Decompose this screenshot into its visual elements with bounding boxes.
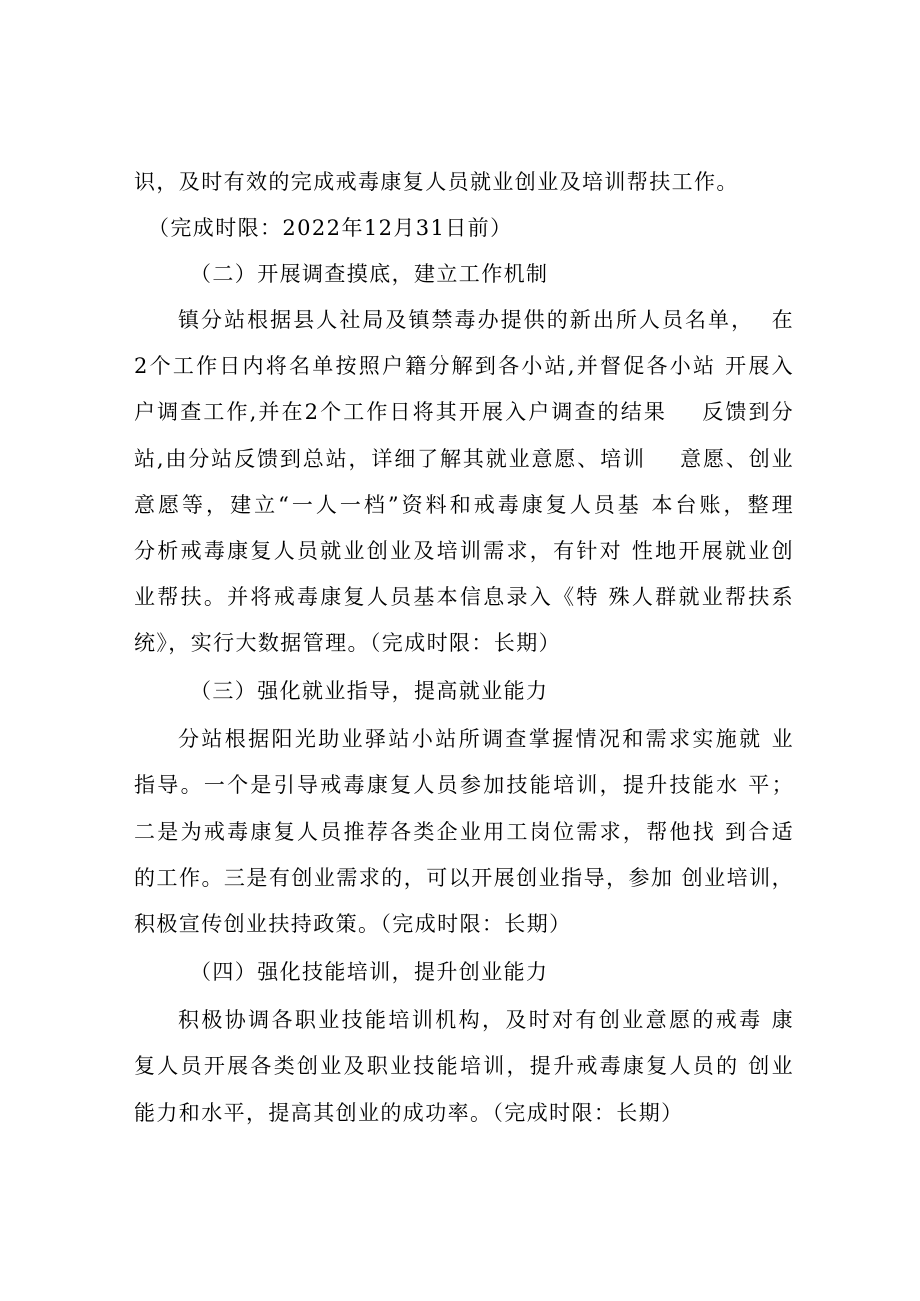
body-line-13: 的工作。三是有创业需求的，可以开展创业指导，参加 创业培训， (134, 866, 794, 890)
section-heading-2: （二）开展调查摸底，建立工作机制 (190, 262, 549, 286)
section-heading-3: （三）强化就业指导，提高就业能力 (190, 679, 549, 703)
body-line-2: 镇分站根据县人社局及镇禁毒办提供的新出所人员名单， 在 (178, 308, 794, 332)
body-line-6: 意愿等，建立“一人一档”资料和戒毒康复人员基 本台账，整理 (134, 493, 794, 517)
body-line-14: 积极宣传创业扶持政策。（完成时限：长期） (134, 912, 572, 936)
body-line-16: 复人员开展各类创业及职业技能培训，提升戒毒康复人员的 创业 (134, 1054, 794, 1078)
body-line-8: 业帮扶。并将戒毒康复人员基本信息录入《特 殊人群就业帮扶系 (134, 585, 794, 609)
body-line-11: 指导。一个是引导戒毒康复人员参加技能培训，提升技能水 平； (134, 773, 794, 797)
body-line-12: 二是为戒毒康复人员推荐各类企业用工岗位需求，帮他找 到合适 (134, 820, 794, 844)
body-line-15: 积极协调各职业技能培训机构，及时对有创业意愿的戒毒 康 (178, 1008, 794, 1032)
deadline-line-1: （完成时限：2022年12月31日前） (148, 216, 513, 240)
body-line-3: 2个工作日内将名单按照户籍分解到各小站,并督促各小站 开展入 (134, 354, 794, 378)
body-line-10: 分站根据阳光助业驿站小站所调查掌握情况和需求实施就 业 (178, 727, 794, 751)
body-line-9: 统》，实行大数据管理。（完成时限：长期） (134, 631, 561, 655)
body-line-1: 识，及时有效的完成戒毒康复人员就业创业及培训帮扶工作。 (134, 170, 739, 194)
body-line-17: 能力和水平，提高其创业的成功率。（完成时限：长期） (134, 1101, 684, 1125)
body-line-5: 站,由分站反馈到总站，详细了解其就业意愿、培训 意愿、创业 (134, 447, 794, 471)
section-heading-4: （四）强化技能培训，提升创业能力 (190, 960, 549, 984)
body-line-7: 分析戒毒康复人员就业创业及培训需求，有针对 性地开展就业创 (134, 539, 794, 563)
body-line-4: 户调查工作,并在2个工作日将其开展入户调查的结果 反馈到分 (134, 400, 794, 424)
